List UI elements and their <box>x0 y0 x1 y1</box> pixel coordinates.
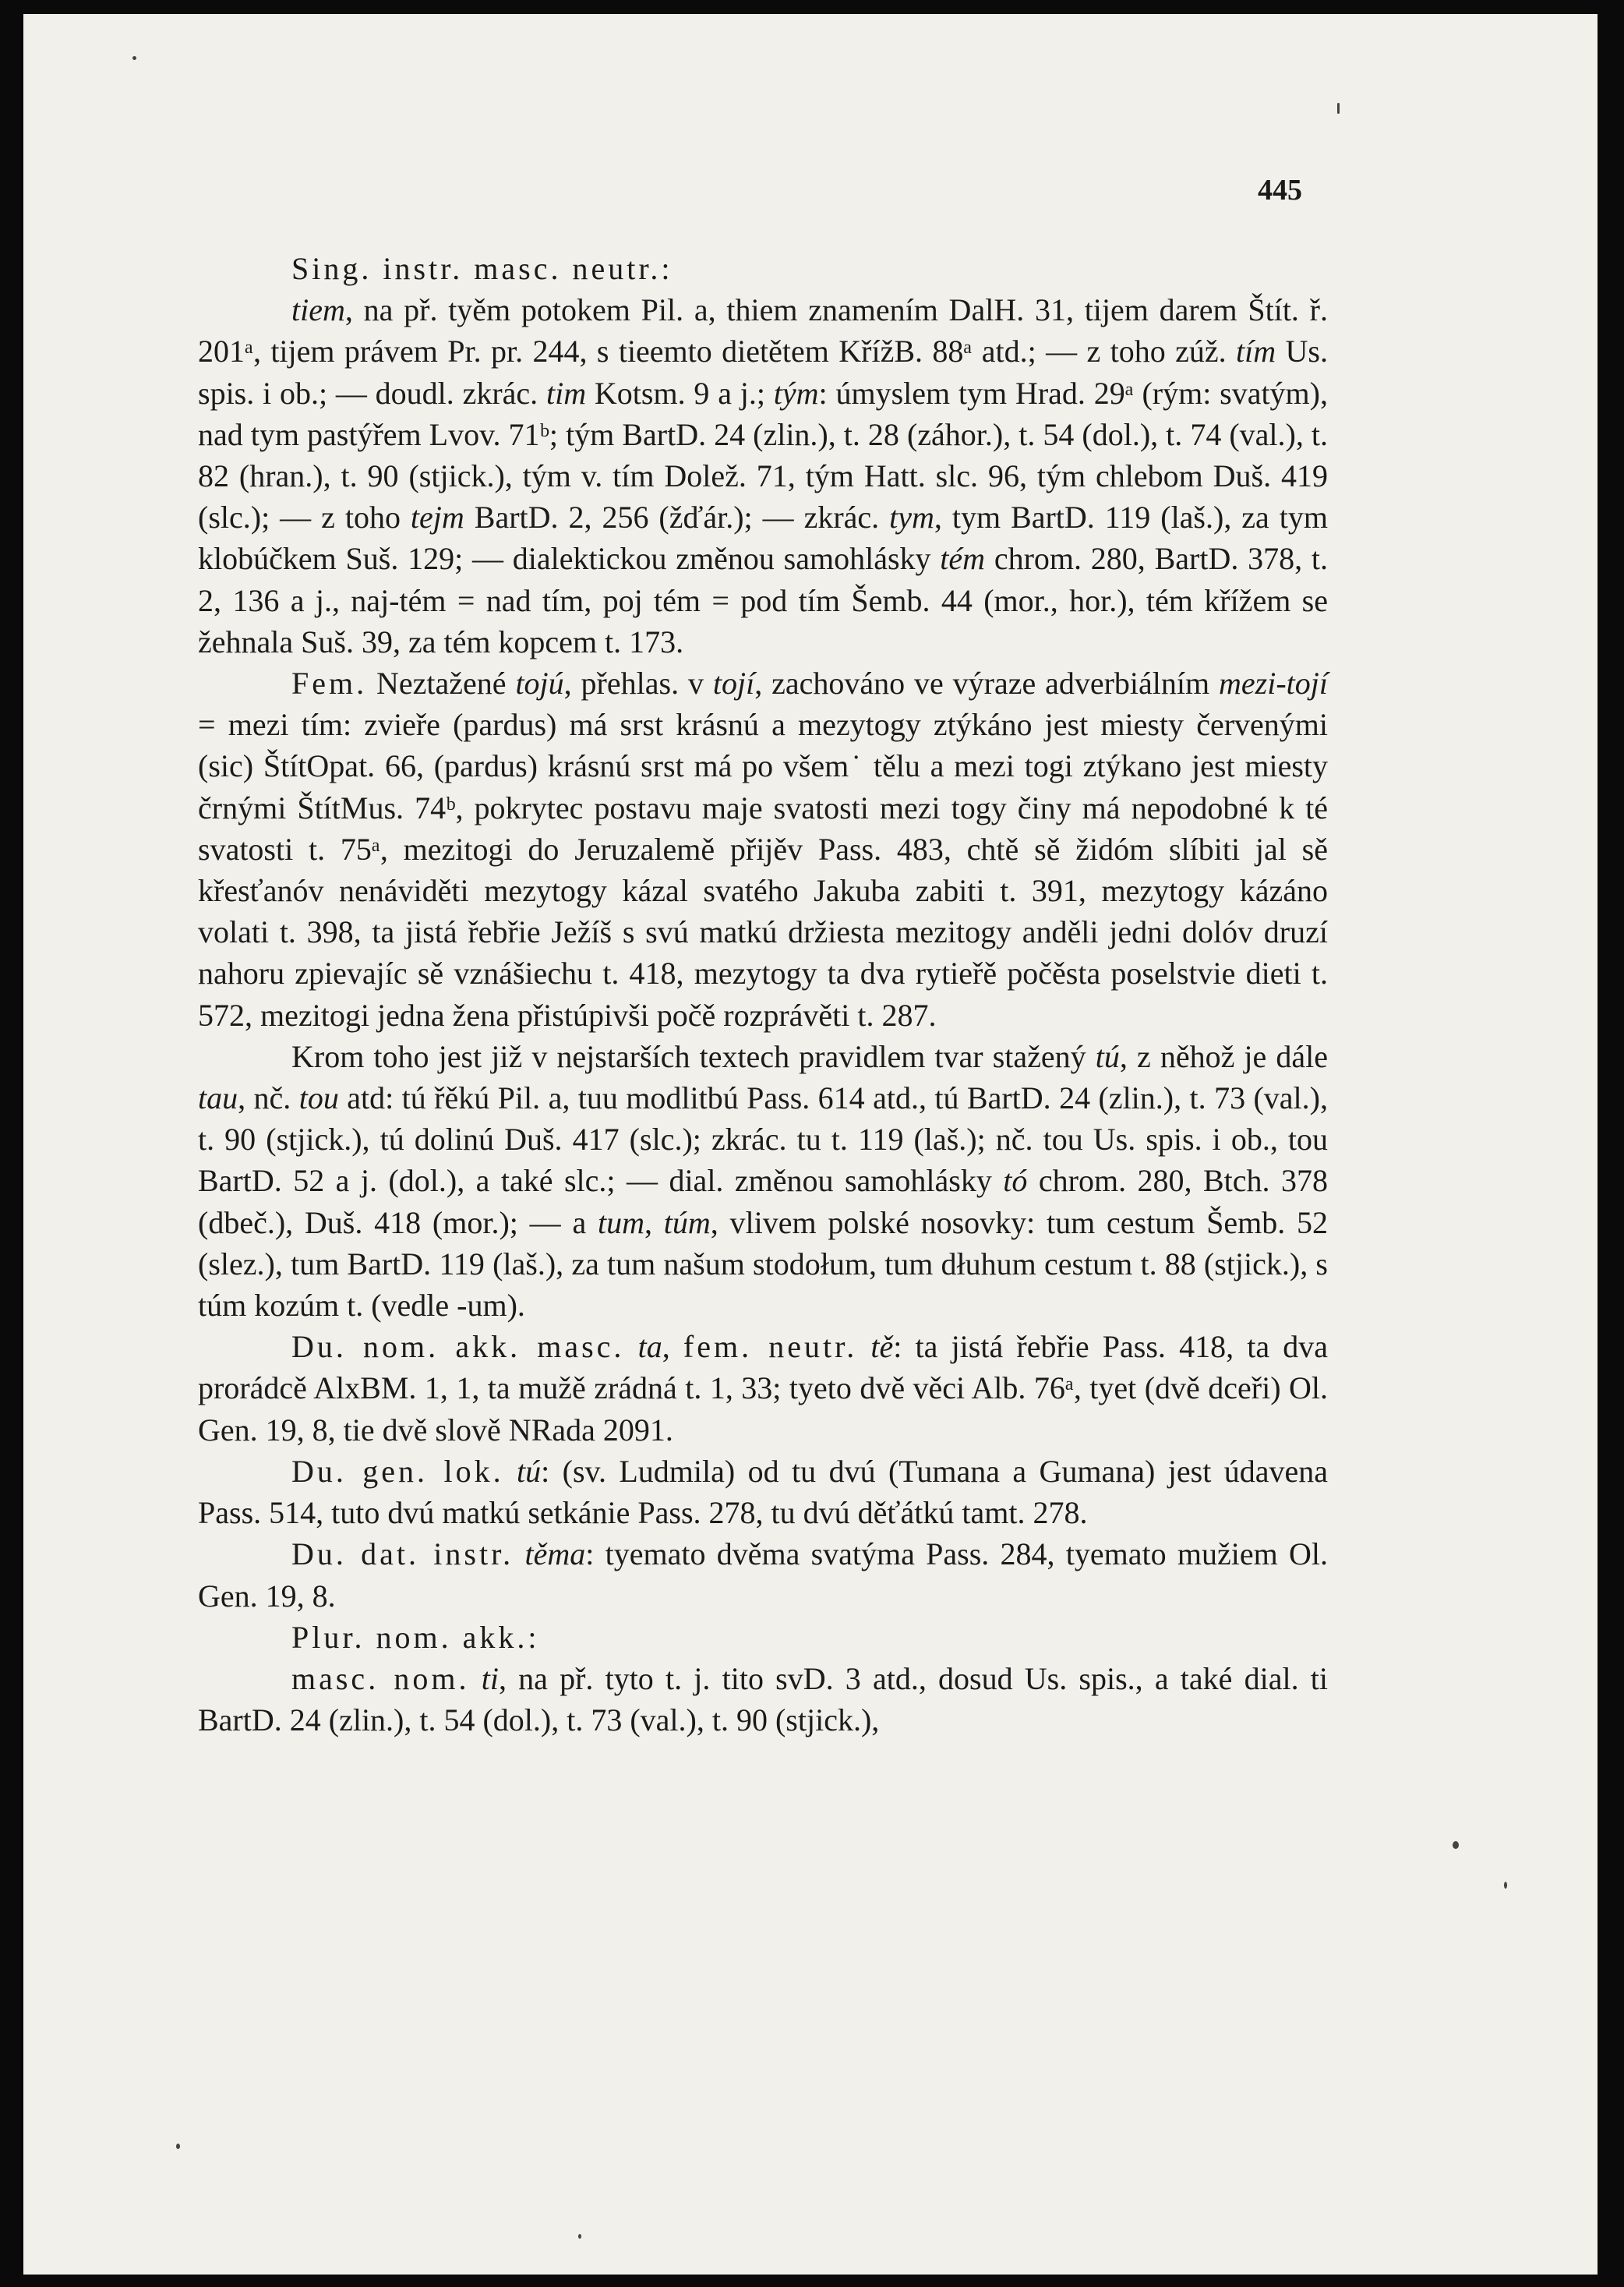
text-run: : (sv. Ludmila) od tu dvú (Tumana a Gumana) jest údavena Pass. 514, tuto dvú matkú setkánie Pass. 278, tu dvú děťátkú tamt. 278. <box>198 1453 1328 1531</box>
text-run: Kotsm. 9 a j.; <box>586 375 774 411</box>
spaced-heading: Du. gen. lok. <box>291 1453 504 1489</box>
text-run: Us. spis. i ob.; — doudl. zkrác. <box>198 334 1328 411</box>
italic-term: tum <box>597 1204 644 1240</box>
spaced-heading: Du. dat. instr. <box>291 1536 514 1572</box>
italic-term: těma <box>524 1536 586 1572</box>
paragraph-p9 <box>198 1658 1328 1741</box>
text-run: , <box>644 1204 664 1240</box>
spaced-heading: Plur. nom. akk.: <box>291 1619 540 1655</box>
body-text <box>198 248 1328 1741</box>
text-run <box>470 1661 482 1696</box>
italic-term: ti <box>481 1660 499 1696</box>
italic-term: túm <box>663 1204 711 1240</box>
italic-term: tau <box>198 1080 238 1116</box>
scan-speck <box>176 2144 180 2149</box>
italic-term: tú <box>1095 1038 1120 1074</box>
scan-speck <box>1453 1841 1459 1849</box>
italic-term: tojú <box>515 666 564 702</box>
italic-term: tou <box>298 1080 339 1116</box>
paragraph-p7 <box>198 1533 1328 1616</box>
paragraph-p2 <box>198 289 1328 663</box>
text-run <box>624 1329 637 1364</box>
text-run: , <box>662 1329 683 1365</box>
scan-speck <box>1504 1882 1507 1889</box>
spaced-heading: masc. nom. <box>291 1660 470 1696</box>
italic-term: tým <box>773 375 819 411</box>
italic-term: tú <box>517 1453 542 1489</box>
spaced-heading: fem. neutr. <box>683 1329 858 1365</box>
paragraph-p6 <box>198 1451 1328 1533</box>
italic-term: tím <box>1236 334 1276 369</box>
italic-term: tó <box>1003 1163 1028 1199</box>
italic-term: tiem <box>291 292 345 328</box>
paragraph-p5 <box>198 1326 1328 1451</box>
text-run: , přehlas. v <box>563 666 713 702</box>
text-run: , vlivem polské nosovky: tum cestum Šemb. 52 (slez.), tum BartD. 119 (laš.), za tum našum stodołum, tum dłuhum cestum t. 88 (stjick.), s túm kozúm t. (vedle -um). <box>198 1204 1328 1324</box>
scan-speck <box>1337 103 1340 114</box>
scan-speck <box>132 56 136 60</box>
text-run: : úmyslem tym Hrad. 29ᵃ (rým: svatým), nad tym pastýřem Lvov. 71ᵇ; tým BartD. 24 (zlin.), t. 28 (záhor.), t. 54 (dol.), t. 74 (val.), t. 82 (hran.), t. 90 (stjick.), tým v. tím Dolež. 71, tým Hatt. slc. 96, tým chlebom Duš. 419 (slc.); — z toho <box>198 375 1328 536</box>
italic-term: tejm <box>410 500 464 536</box>
spaced-heading: Fem. <box>291 666 368 702</box>
text-run <box>514 1536 524 1571</box>
page-number: 445 <box>1258 174 1302 207</box>
text-run: : tyemato dvěma svatýma Pass. 284, tyemato mužiem Ol. Gen. 19, 8. <box>198 1536 1328 1614</box>
text-run: chrom. 280, Btch. 378 (dbeč.), Duš. 418 (mor.); — a <box>198 1163 1328 1240</box>
text-run: Neztažené <box>367 666 516 702</box>
text-run: , zachováno ve výraze adverbiálním <box>754 666 1220 702</box>
text-run: , z něhož je dále <box>1119 1038 1328 1074</box>
scan-speck <box>578 2234 581 2239</box>
text-run: Krom toho jest již v nejstarších textech pravidlem tvar stažený <box>291 1038 1096 1074</box>
italic-term: tě <box>870 1329 894 1365</box>
text-run: : ta jistá řebřie Pass. 418, ta dva prorádcě AlxBM. 1, 1, ta mužě zrádná t. 1, 33; tyeto dvě věci Alb. 76ᵃ, tyet (dvě dceři) Ol. Gen. 19, 8, tie dvě slově NRada 2091. <box>198 1329 1329 1447</box>
scanned-page <box>23 14 1598 2275</box>
text-run: BartD. 2, 256 (žďár.); — zkrác. <box>464 500 890 536</box>
text-run <box>857 1329 870 1364</box>
paragraph-p8 <box>198 1617 1328 1658</box>
paragraph-p1 <box>198 248 1328 289</box>
italic-term: tym <box>889 500 934 536</box>
italic-term: mezi-tojí <box>1219 666 1328 702</box>
italic-term: ta <box>637 1329 662 1365</box>
text-run <box>504 1454 517 1489</box>
text-run: , nč. <box>238 1080 299 1116</box>
text-run: chrom. 280, BartD. 378, t. 2, 136 a j., naj-tém = nad tím, poj tém = pod tím Šemb. 44 (mor., hor.), tém křížem se žehnala Suš. 39, za tém kopcem t. 173. <box>198 541 1328 659</box>
italic-term: tém <box>940 541 986 577</box>
text-run: = mezi tím: zvieře (pardus) má srst krásnú a mezytogy ztýkáno jest miesty červenými (sic) ŠtítOpat. 66, (pardus) krásnú srst má po všem˙ tělu a mezi togi ztýkano jest miesty črnými ŠtítMus. 74ᵇ, pokrytec postavu maje svatosti mezi togy činy má nepodobné k té svatosti t. 75ᵃ, mezitogi do Jeruzalemě přijěv Pass. 483, chtě sě židóm slíbiti jal sě křesťanóv nenáviděti mezytogy kázal svatého Jakuba zabiti t. 391, mezytogy kázáno volati t. 398, ta jistá řebřie Ježíš s svú matkú držiesta mezitogy anděli jedni dolóv druzí nahoru zpievajíc sě vznášiechu t. 418, mezytogy ta dva rytieřě počěsta poselstvie dieti t. 572, mezitogi jedna žena přistúpivši počě rozprávěti t. 287. <box>198 707 1328 1033</box>
italic-term: tojí <box>712 666 755 702</box>
text-run: , na př. tyto t. j. tito svD. 3 atd., dosud Us. spis., a také dial. ti BartD. 24 (zlin.), t. 54 (dol.), t. 73 (val.), t. 90 (stjick.), <box>198 1660 1329 1738</box>
text-run: , na př. tyěm potokem Pil. a, thiem znamením DalH. 31, tijem darem Štít. ř. 201ᵃ, tijem právem Pr. pr. 244, s tieemto dietětem KřížB. 88ᵃ atd.; — z toho zúž. <box>198 292 1328 369</box>
text-run: atd: tú řěkú Pil. a, tuu modlitbú Pass. 614 atd., tú BartD. 24 (zlin.), t. 73 (val.), t. 90 (stjick.), tú dolinú Duš. 417 (slc.); zkrác. tu t. 119 (laš.); nč. tou Us. spis. i ob., tou BartD. 52 a j. (dol.), a také slc.; — dial. změnou samohlásky <box>198 1080 1328 1199</box>
text-run: , tym BartD. 119 (laš.), za tym klobúčkem Suš. 129; — dialektickou změnou samohlásky <box>198 500 1328 577</box>
spaced-heading: Du. nom. akk. masc. <box>291 1329 625 1365</box>
spaced-heading: Sing. instr. masc. neutr.: <box>291 251 673 286</box>
italic-term: tim <box>545 375 587 411</box>
paragraph-p4 <box>198 1036 1328 1326</box>
paragraph-p3 <box>198 663 1328 1036</box>
